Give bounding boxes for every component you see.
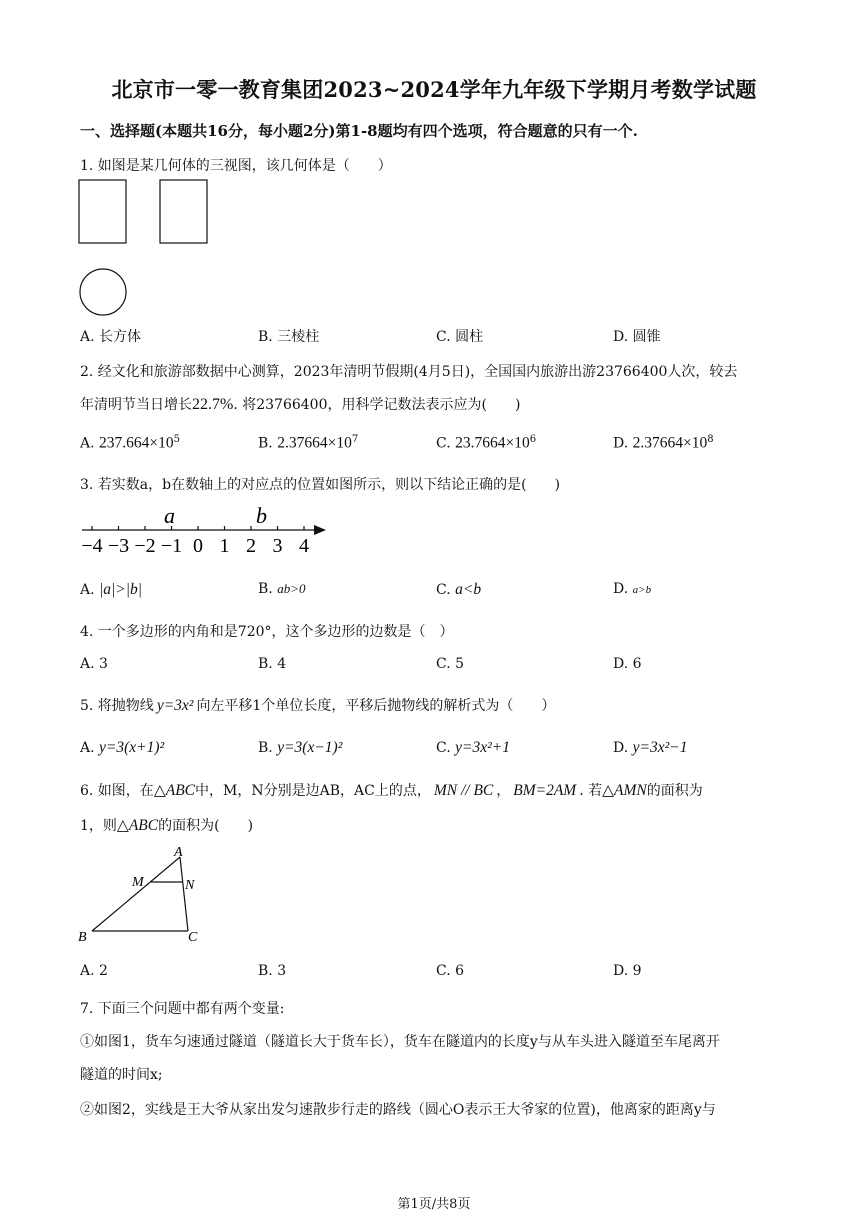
- q5-option-b[interactable]: B. y=3(x−1)²: [258, 739, 343, 756]
- number-line-tick-label: 2: [246, 535, 256, 557]
- question-6-line1: 6. 如图，在△ABC中，M，N分别是边AB，AC上的点， MN // BC ， BM=2AM . 若△AMN的面积为: [80, 782, 703, 799]
- side-view-rect: [160, 180, 207, 243]
- number-line-tick-label: −1: [160, 535, 183, 557]
- q3-option-c[interactable]: C. a<b: [436, 581, 482, 598]
- q1-option-a[interactable]: A. 长方体: [80, 329, 142, 345]
- question-7-stem: 7. 下面三个问题中都有两个变量:: [80, 1001, 285, 1017]
- question-2-line2: [80, 394, 520, 414]
- q2-option-d[interactable]: D. $2.37664\times 10^8$: [613, 434, 714, 452]
- number-line-tick-label: −3: [107, 535, 130, 557]
- q4-option-c[interactable]: C. 5: [436, 656, 465, 672]
- number-line-tick-label: 4: [299, 535, 309, 557]
- number-line-tick-label: 1: [219, 535, 230, 557]
- question-7-part1-line1: ①如图1，货车匀速通过隧道（隧道长大于货车长），货车在隧道内的长度y与从车头进入隧道至车尾离开: [80, 1034, 720, 1050]
- question-7-part1-line2: 隧道的时间x;: [80, 1067, 163, 1083]
- q2-text: 年清明节当日增长: [80, 397, 192, 413]
- q1-option-d[interactable]: D. 圆锥: [613, 329, 661, 345]
- q6-option-c[interactable]: C. 6: [436, 963, 465, 979]
- three-view-figure: [76, 176, 216, 321]
- question-2-line1: 2. 经文化和旅游部数据中心测算，2023年清明节假期(4月5日)，全国国内旅游出游23766400人次，较去: [80, 364, 738, 380]
- number-line-tick-label: −2: [134, 535, 156, 557]
- q3-option-d[interactable]: D. a>b: [613, 581, 652, 597]
- q2-option-a[interactable]: A. $237.664\times 10^5$: [80, 434, 181, 452]
- q2-text-tail: . 将23766400，用科学记数法表示应为( ): [233, 397, 521, 413]
- vertex-label-c: C: [188, 930, 198, 945]
- vertex-label-b: B: [78, 930, 87, 945]
- question-4-stem: 4. 一个多边形的内角和是720°，这个多边形的边数是（ ）: [80, 624, 454, 640]
- number-line-figure: [76, 500, 331, 562]
- q5-option-d[interactable]: D. y=3x²−1: [613, 739, 688, 756]
- section-heading: 一、选择题(本题共16分，每小题2分)第1-8题均有四个选项，符合题意的只有一个.: [80, 122, 638, 140]
- question-6-line2: 1，则△ABC的面积为( ): [80, 817, 254, 834]
- q6-option-b[interactable]: B. 3: [258, 963, 287, 979]
- q1-option-b[interactable]: B. 三棱柱: [258, 329, 320, 345]
- q1-option-c[interactable]: C. 圆柱: [436, 329, 484, 345]
- q4-option-d[interactable]: D. 6: [613, 656, 642, 672]
- q3-option-a[interactable]: A. |a|>|b|: [80, 581, 143, 598]
- q4-option-b[interactable]: B. 4: [258, 656, 287, 672]
- number-line-arrow: [314, 525, 326, 535]
- question-3-stem: 3. 若实数a，b在数轴上的对应点的位置如图所示，则以下结论正确的是( ): [80, 477, 561, 493]
- q5-option-a[interactable]: A. y=3(x+1)²: [80, 739, 165, 756]
- triangle-figure: [76, 843, 216, 948]
- q5-parabola-expr: y=3x²: [156, 697, 194, 714]
- page-title: 北京市一零一教育集团2023~2024学年九年级下学期月考数学试题: [111, 77, 757, 102]
- point-label-m: M: [132, 875, 144, 890]
- number-line-tick-label: 3: [272, 535, 283, 557]
- q4-option-a[interactable]: A. 3: [80, 656, 108, 672]
- side-ab: [92, 857, 180, 931]
- q2-percent: 22.7%: [192, 396, 234, 413]
- q5-option-c[interactable]: C. y=3x²+1: [436, 739, 510, 756]
- top-view-circle: [80, 269, 126, 315]
- q6-option-d[interactable]: D. 9: [613, 963, 642, 979]
- point-label-a: a: [164, 503, 175, 528]
- front-view-rect: [79, 180, 126, 243]
- side-ac: [180, 857, 188, 931]
- question-1-stem: 1. 如图是某几何体的三视图，该几何体是（ ）: [80, 158, 392, 174]
- q2-option-c[interactable]: C. $23.7664\times 10^6$: [436, 434, 537, 452]
- q3-option-b[interactable]: B. ab>0: [258, 581, 306, 597]
- q2-option-b[interactable]: B. $2.37664\times 10^7$: [258, 434, 359, 452]
- page-footer: 第1页/共8页: [397, 1197, 471, 1212]
- q6-option-a[interactable]: A. 2: [80, 963, 108, 979]
- number-line-tick-label: −4: [81, 535, 103, 557]
- number-line-tick-label: 0: [193, 535, 203, 557]
- question-5-stem: 5. 将抛物线 y=3x² 向左平移1个单位长度，平移后抛物线的解析式为（ ）: [80, 697, 556, 714]
- question-7-part2-line1: ②如图2，实线是王大爷从家出发匀速散步行走的路线（圆心O表示王大爷家的位置)，他离家的距离y与: [80, 1102, 716, 1118]
- vertex-label-a: A: [174, 845, 183, 860]
- point-label-n: N: [185, 878, 195, 893]
- point-label-b: b: [256, 503, 267, 528]
